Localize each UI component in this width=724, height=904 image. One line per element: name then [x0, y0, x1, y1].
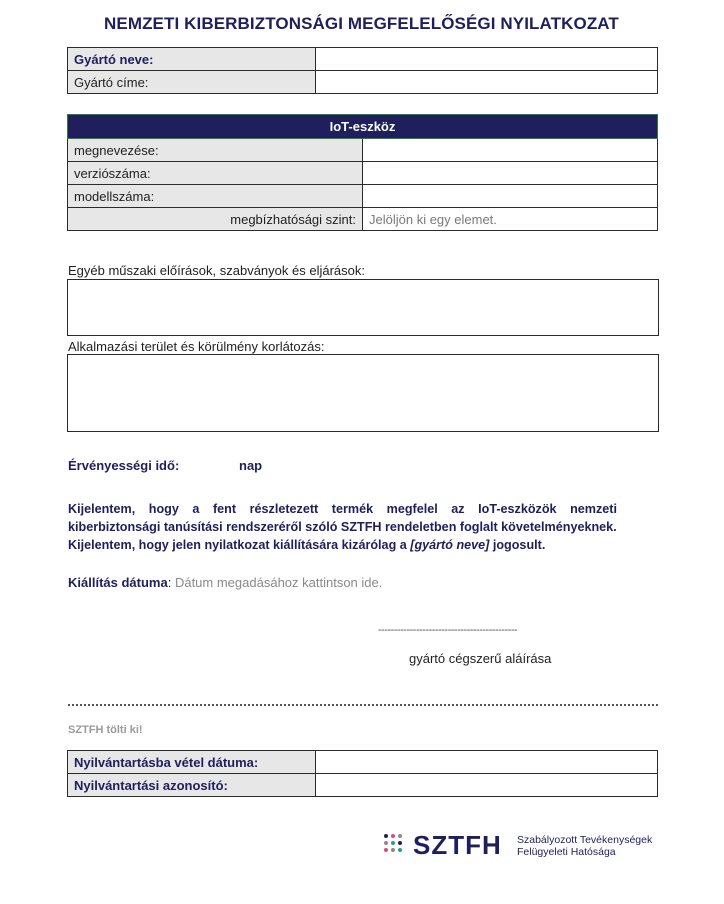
manufacturer-address-label: Gyártó címe:: [68, 71, 316, 94]
iot-name-field[interactable]: [363, 139, 658, 162]
declaration-line-2: kiberbiztonsági tanúsítási rendszeréről szóló SZTFH rendeletben foglalt követelményeknek.: [68, 520, 617, 534]
application-field[interactable]: [67, 354, 659, 432]
declaration-paragraph: [68, 500, 617, 554]
issue-date-field[interactable]: Dátum megadásához kattintson ide.: [174, 575, 383, 590]
registration-id-label: Nyilvántartási azonosító:: [68, 774, 316, 797]
signature-caption: gyártó cégszerű aláírása: [409, 651, 552, 666]
sztfh-logo-text-line-2: Felügyeleti Hatósága: [517, 846, 616, 858]
manufacturer-table: [67, 47, 658, 94]
manufacturer-name-placeholder: [gyártó neve]: [410, 538, 490, 552]
registration-id-field[interactable]: [316, 774, 658, 797]
iot-model-label: modellszáma:: [68, 185, 363, 208]
iot-trust-level-dropdown[interactable]: Jelöljön ki egy elemet.: [363, 208, 658, 231]
manufacturer-name-field[interactable]: [316, 48, 658, 71]
signature-line: --------------------------------------------: [378, 624, 518, 636]
issue-date-label: Kiállítás dátuma: [68, 575, 168, 590]
iot-trust-level-label: megbízhatósági szint:: [68, 208, 363, 231]
standards-field[interactable]: [67, 279, 659, 336]
sztfh-fill-note: SZTFH tölti ki!: [68, 724, 143, 736]
sztfh-logo-text: [517, 834, 652, 858]
declaration-line-3-end: jogosult.: [489, 538, 546, 552]
iot-version-field[interactable]: [363, 162, 658, 185]
sztfh-logo-wordmark: SZTFH: [413, 830, 502, 860]
iot-device-table: [67, 114, 658, 231]
iot-name-label: megnevezése:: [68, 139, 363, 162]
iot-version-label: verziószáma:: [68, 162, 363, 185]
declaration-line-3-start: Kijelentem, hogy jelen nyilatkozat kiállítására kizárólag a: [68, 538, 411, 552]
issue-date-colon: :: [167, 575, 172, 590]
registration-table: [67, 750, 658, 797]
application-label: Alkalmazási terület és körülmény korlátozás:: [68, 339, 325, 354]
iot-model-field[interactable]: [363, 185, 658, 208]
registration-date-field[interactable]: [316, 751, 658, 774]
standards-label: Egyéb műszaki előírások, szabványok és eljárások:: [68, 263, 365, 278]
registration-date-label: Nyilvántartásba vétel dátuma:: [68, 751, 316, 774]
validity-label: Érvényességi idő:: [68, 458, 180, 473]
separator-dotted: [68, 704, 658, 706]
sztfh-logo-icon: [384, 834, 406, 856]
declaration-line-3: [68, 536, 617, 554]
manufacturer-address-field[interactable]: [316, 71, 658, 94]
sztfh-logo-text-line-1: Szabályozott Tevékenységek: [517, 834, 653, 846]
document-title: NEMZETI KIBERBIZTONSÁGI MEGFELELŐSÉGI NYILATKOZAT: [104, 14, 619, 33]
declaration-line-1: Kijelentem, hogy a fent részletezett termék megfelel az IoT-eszközök nemzeti: [68, 502, 617, 516]
iot-header: IoT-eszköz: [68, 115, 658, 139]
manufacturer-name-label: Gyártó neve:: [68, 48, 316, 71]
validity-unit: nap: [239, 458, 263, 473]
issue-date-row: [68, 575, 382, 590]
